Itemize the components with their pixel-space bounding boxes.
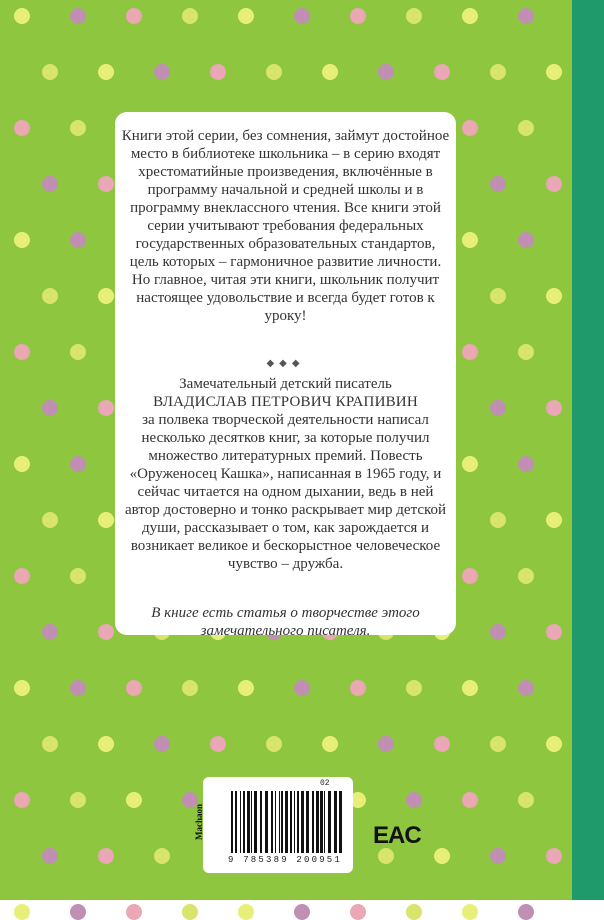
polka-dot	[490, 64, 506, 80]
polka-dot	[434, 64, 450, 80]
polka-dot	[546, 624, 562, 640]
barcode-bar	[231, 791, 233, 853]
polka-dot	[42, 64, 58, 80]
barcode-bar	[301, 791, 304, 853]
polka-dot	[42, 400, 58, 416]
author-intro: Замечательный детский писатель	[179, 376, 392, 392]
polka-dot	[406, 904, 422, 920]
barcode-box	[194, 777, 353, 873]
polka-dot	[70, 344, 86, 360]
polka-dot	[182, 904, 198, 920]
polka-dot	[490, 512, 506, 528]
polka-dot	[350, 680, 366, 696]
barcode-bar	[281, 791, 283, 853]
polka-dot	[126, 904, 142, 920]
polka-dot	[518, 680, 534, 696]
polka-dot	[98, 736, 114, 752]
polka-dot	[70, 680, 86, 696]
barcode-bar	[316, 791, 319, 853]
polka-dot	[42, 624, 58, 640]
polka-dot	[238, 8, 254, 24]
polka-dot	[546, 64, 562, 80]
polka-dot	[518, 568, 534, 584]
polka-dot	[98, 400, 114, 416]
polka-dot	[546, 512, 562, 528]
polka-dot	[70, 568, 86, 584]
polka-dot	[518, 8, 534, 24]
polka-dot	[462, 344, 478, 360]
polka-dot	[14, 456, 30, 472]
barcode-bar	[251, 791, 252, 853]
polka-dot	[210, 64, 226, 80]
polka-dot	[70, 904, 86, 920]
polka-dot	[378, 736, 394, 752]
text-panel	[115, 112, 456, 639]
polka-dot	[294, 904, 310, 920]
polka-dot	[378, 64, 394, 80]
author-description	[119, 375, 452, 573]
polka-dot	[490, 288, 506, 304]
publisher-name: Machaon	[194, 804, 204, 840]
barcode-bar	[254, 791, 257, 853]
barcode-bar	[290, 791, 292, 853]
polka-dot	[42, 512, 58, 528]
barcode-bars	[231, 791, 343, 853]
polka-dot	[42, 736, 58, 752]
polka-dot	[490, 176, 506, 192]
polka-dot	[490, 848, 506, 864]
polka-dot	[14, 680, 30, 696]
polka-dot	[70, 792, 86, 808]
barcode-bar	[339, 791, 342, 853]
polka-dot	[406, 680, 422, 696]
polka-dot	[154, 64, 170, 80]
polka-dot	[322, 736, 338, 752]
polka-dot	[98, 176, 114, 192]
polka-dot	[350, 904, 366, 920]
barcode-bar	[306, 791, 309, 853]
polka-dot	[266, 736, 282, 752]
barcode-bar	[265, 791, 268, 853]
polka-dot	[490, 400, 506, 416]
polka-dot	[546, 736, 562, 752]
polka-dot	[126, 792, 142, 808]
isbn-number: 9 785389 200951	[228, 855, 343, 865]
polka-dot	[266, 64, 282, 80]
polka-dot	[70, 232, 86, 248]
polka-dot	[462, 8, 478, 24]
separator-ornament: ◆◆◆	[266, 358, 305, 369]
polka-dot	[434, 848, 450, 864]
barcode-bar	[240, 791, 241, 853]
polka-dot	[14, 344, 30, 360]
polka-dot	[546, 288, 562, 304]
polka-dot	[14, 792, 30, 808]
spine-edge	[572, 0, 604, 900]
polka-dot	[14, 8, 30, 24]
barcode-bar	[297, 791, 299, 853]
polka-dot	[98, 64, 114, 80]
polka-dot	[462, 456, 478, 472]
polka-dot	[462, 120, 478, 136]
polka-dot	[126, 680, 142, 696]
polka-dot	[518, 232, 534, 248]
polka-dot	[378, 848, 394, 864]
barcode-bar	[247, 791, 250, 853]
polka-dot	[406, 8, 422, 24]
polka-dot	[518, 344, 534, 360]
barcode-bar	[279, 791, 280, 853]
barcode-bar	[294, 791, 295, 853]
polka-dot	[406, 792, 422, 808]
polka-dot	[294, 680, 310, 696]
series-description: Книги этой серии, без сомнения, займут достойное место в библиотеке школьника – в серию входят хрестоматийные произведения, включённые в программу начальной и средней школы и в программу внеклассного чтения. Все книги этой серии учитывают требования федеральных государственных образовательных стандартов, цель которых – гармоничное развитие личности. Но главное, читая эти книги, школьник получит настоящее удовольствие и всегда будет готов к уроку!	[121, 128, 450, 324]
barcode-bar	[312, 791, 314, 853]
polka-dot	[182, 8, 198, 24]
eac-mark: EAC	[373, 822, 421, 849]
polka-dot	[42, 288, 58, 304]
polka-dot	[98, 512, 114, 528]
polka-dot	[546, 848, 562, 864]
polka-dot	[14, 568, 30, 584]
polka-dot	[462, 792, 478, 808]
barcode-bar	[328, 791, 331, 853]
polka-dot	[42, 848, 58, 864]
barcode-bar	[285, 791, 288, 853]
polka-dot	[238, 680, 254, 696]
polka-dot	[238, 904, 254, 920]
polka-dot	[462, 232, 478, 248]
polka-dot	[154, 848, 170, 864]
polka-dot	[518, 904, 534, 920]
polka-dot	[294, 8, 310, 24]
polka-dot	[518, 792, 534, 808]
polka-dot	[70, 8, 86, 24]
barcode-bar	[324, 791, 325, 853]
polka-dot	[490, 736, 506, 752]
polka-dot	[14, 904, 30, 920]
barcode-bar	[334, 791, 337, 853]
barcode-bar	[260, 791, 262, 853]
barcode-bar	[275, 791, 276, 853]
polka-dot	[210, 736, 226, 752]
polka-dot	[462, 680, 478, 696]
polka-dot	[518, 456, 534, 472]
article-note: В книге есть статья о творчестве этого замечательного писателя.	[151, 605, 420, 639]
polka-dot	[14, 232, 30, 248]
polka-dot	[14, 120, 30, 136]
barcode-addon: 02	[320, 779, 330, 788]
polka-dot	[98, 624, 114, 640]
polka-dot	[546, 176, 562, 192]
polka-dot	[490, 624, 506, 640]
polka-dot	[70, 120, 86, 136]
polka-dot	[182, 680, 198, 696]
barcode-bar	[271, 791, 273, 853]
polka-dot	[126, 8, 142, 24]
polka-dot	[546, 400, 562, 416]
polka-dot	[98, 848, 114, 864]
polka-dot	[350, 8, 366, 24]
polka-dot	[70, 456, 86, 472]
barcode-bar	[235, 791, 237, 853]
author-body: за полвека творческой деятельности написал несколько десятков книг, за которые получил множество литературных премий. Повесть «Оруженосец Кашка», написанная в 1965 году, и сейчас читается на одном дыхании, ведь в ней автор достоверно и тонко раскрывает мир детской души, рассказывает о том, как зарождается и возникает великое и бескорыстное человеческое чувство – дружба.	[124, 412, 447, 572]
polka-dot	[98, 288, 114, 304]
author-name: ВЛАДИСЛАВ ПЕТРОВИЧ КРАПИВИН	[153, 394, 418, 410]
polka-dot	[518, 120, 534, 136]
polka-dot	[434, 736, 450, 752]
barcode-bar	[320, 791, 323, 853]
publisher-logo	[194, 791, 225, 863]
polka-dot	[462, 904, 478, 920]
polka-dot	[154, 736, 170, 752]
polka-dot	[42, 176, 58, 192]
barcode-bar	[243, 791, 245, 853]
polka-dot	[462, 568, 478, 584]
polka-dot	[322, 64, 338, 80]
